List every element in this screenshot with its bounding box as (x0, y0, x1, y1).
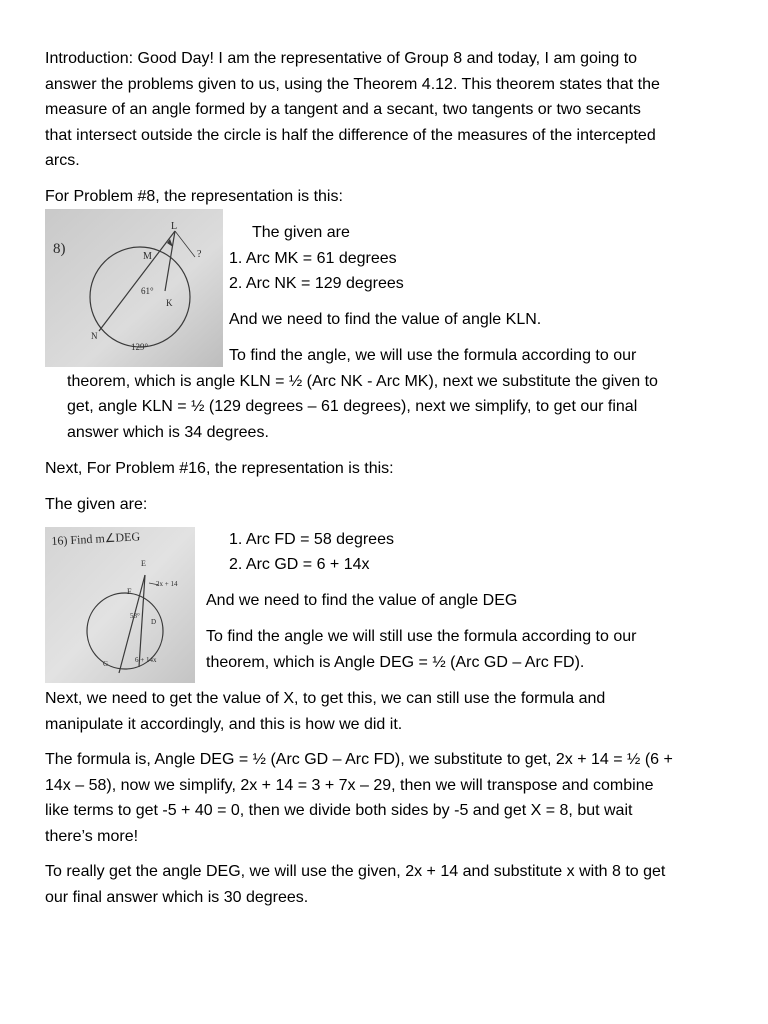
problem8-heading: For Problem #8, the representation is this: (45, 188, 343, 205)
formula-line: there’s more! (45, 827, 139, 845)
fig8-label-n: N (91, 331, 98, 341)
problem16-given-heading: The given are: (45, 496, 148, 513)
problem16-next-paragraph (45, 686, 725, 737)
problem16-given-item: 2. Arc GD = 6 + 14x (229, 556, 370, 573)
intro-line: Introduction: Good Day! I am the representative of Group 8 and today, I am going to (45, 50, 638, 67)
fig8-label-m: M (143, 251, 152, 262)
final-line: To really get the angle DEG, we will use the given, 2x + 14 and substitute x with 8 to get (45, 863, 666, 880)
fig16-label-f: F (127, 587, 132, 596)
problem16-formula-paragraph (45, 747, 725, 849)
fig8-label-question: ? (197, 249, 202, 260)
problem8-figure (45, 209, 223, 367)
problem8-solution-line: answer which is 34 degrees. (67, 424, 269, 441)
fig8-label-k: K (166, 298, 173, 308)
intro-line: arcs. (45, 152, 80, 169)
problem16-solution-line: To find the angle we will still use the formula according to our (206, 628, 637, 645)
formula-line: The formula is, Angle DEG = ½ (Arc GD – Arc FD), we substitute to get, 2x + 14 = ½ (6 + (45, 751, 673, 768)
formula-line: 14x – 58), now we simplify, 2x + 14 = 3 + 7x – 29, then we will transpose and combine (45, 776, 654, 794)
fig16-label-2x14: 2x + 14 (156, 580, 178, 588)
problem8-solution-line: To find the angle, we will use the formula according to our (229, 347, 637, 364)
problem8-given-heading: The given are (252, 224, 350, 241)
problem16-need: And we need to find the value of angle DEG (206, 592, 518, 609)
problem16-heading: Next, For Problem #16, the representation is this: (45, 460, 394, 477)
intro-paragraph (45, 46, 725, 174)
next-line: manipulate it accordingly, and this is how we did it. (45, 715, 403, 733)
fig8-label-61: 61° (141, 286, 154, 296)
intro-line: answer the problems given to us, using the Theorem 4.12. This theorem states that the (45, 75, 660, 93)
problem8-given-item: 2. Arc NK = 129 degrees (229, 275, 404, 292)
fig8-label-l: L (171, 221, 178, 232)
problem16-given-item: 1. Arc FD = 58 degrees (229, 531, 394, 548)
fig16-label-g: G (103, 660, 109, 668)
fig16-label-d: D (151, 618, 157, 626)
fig16-label-58: 58° (130, 612, 140, 620)
problem16-solution-line: theorem, which is Angle DEG = ½ (Arc GD – Arc FD). (206, 654, 585, 671)
problem8-solution-line: get, angle KLN = ½ (129 degrees – 61 degrees), next we simplify, to get our final (67, 398, 638, 415)
problem16-final-paragraph (45, 859, 725, 910)
fig16-title: 16) Find m∠DEG (51, 529, 141, 548)
problem8-given-item: 1. Arc MK = 61 degrees (229, 250, 397, 267)
formula-line: like terms to get -5 + 40 = 0, then we divide both sides by -5 and get X = 8, but wait (45, 802, 633, 819)
problem16-figure (45, 527, 195, 683)
fig8-label-129: 129° (131, 342, 149, 352)
next-line: Next, we need to get the value of X, to get this, we can still use the formula and (45, 690, 606, 707)
intro-line: measure of an angle formed by a tangent and a secant, two tangents or two secants (45, 101, 641, 118)
fig16-label-6-14x: 6 + 14x (135, 656, 157, 664)
fig8-number: 8) (53, 241, 66, 257)
problem8-solution-line: theorem, which is angle KLN = ½ (Arc NK - Arc MK), next we substitute the given to (67, 373, 658, 390)
problem8-need: And we need to find the value of angle KLN. (229, 311, 542, 328)
intro-line: that intersect outside the circle is half the difference of the measures of the intercepted (45, 126, 656, 144)
fig16-label-e: E (141, 559, 146, 568)
final-line: our final answer which is 30 degrees. (45, 888, 309, 906)
